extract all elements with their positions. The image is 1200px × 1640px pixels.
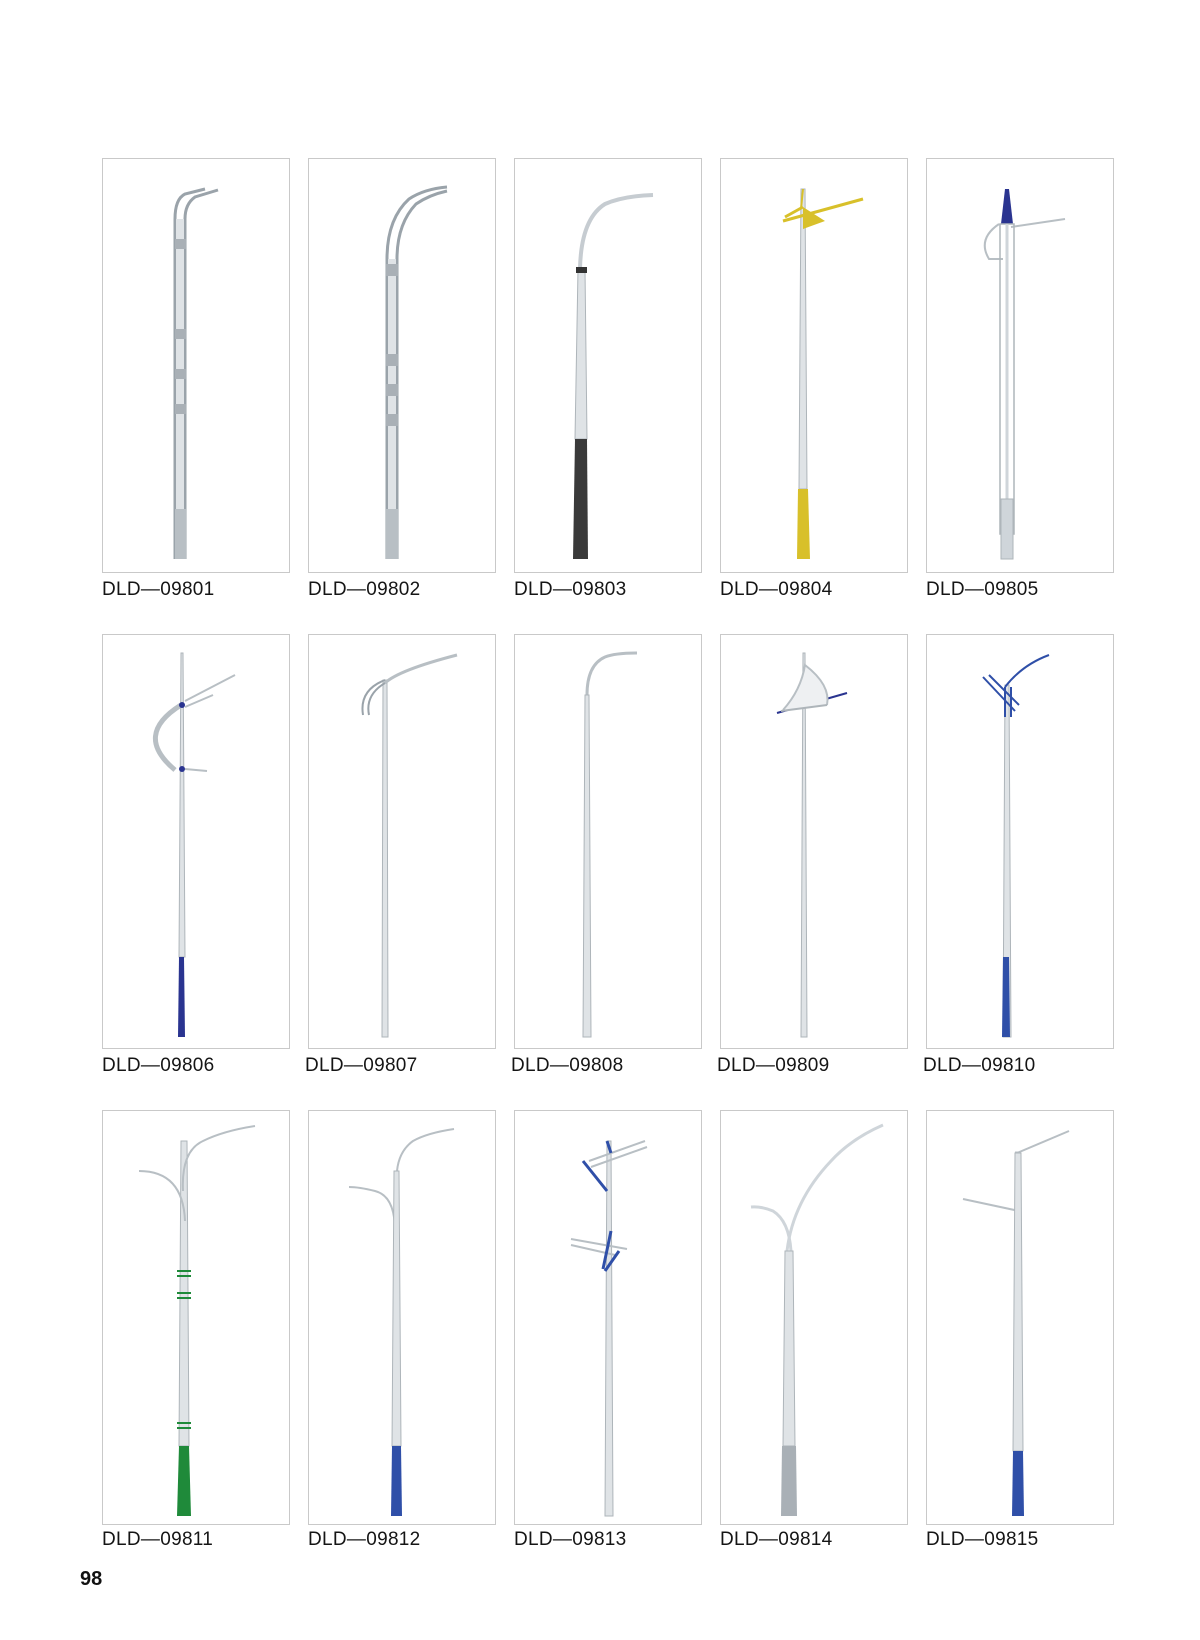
product-code: DLD—09815 (926, 1529, 1039, 1550)
product-code: DLD—09804 (720, 579, 833, 600)
product-card-09806 (102, 634, 290, 1049)
product-card-09813 (514, 1110, 702, 1525)
street-light-pole-illustration (927, 1111, 1115, 1526)
street-light-pole-illustration (721, 1111, 909, 1526)
street-light-pole-illustration (103, 159, 291, 574)
product-code: DLD—09806 (102, 1055, 215, 1076)
product-code: DLD—09807 (305, 1055, 418, 1076)
page-number: 98 (80, 1568, 103, 1590)
product-card-09803 (514, 158, 702, 573)
product-code: DLD—09813 (514, 1529, 627, 1550)
street-light-pole-illustration (103, 1111, 291, 1526)
product-card-09810 (926, 634, 1114, 1049)
product-card-09812 (308, 1110, 496, 1525)
street-light-pole-illustration (515, 635, 703, 1050)
street-light-pole-illustration (721, 159, 909, 574)
product-code: DLD—09814 (720, 1529, 833, 1550)
street-light-pole-illustration (927, 635, 1115, 1050)
street-light-pole-illustration (515, 1111, 703, 1526)
product-card-09808 (514, 634, 702, 1049)
product-code: DLD—09802 (308, 579, 421, 600)
product-card-09814 (720, 1110, 908, 1525)
street-light-pole-illustration (721, 635, 909, 1050)
product-code: DLD—09810 (923, 1055, 1036, 1076)
street-light-pole-illustration (309, 1111, 497, 1526)
product-code: DLD—09803 (514, 579, 627, 600)
street-light-pole-illustration (103, 635, 291, 1050)
product-card-09807 (308, 634, 496, 1049)
product-code: DLD—09809 (717, 1055, 830, 1076)
product-card-09815 (926, 1110, 1114, 1525)
street-light-pole-illustration (515, 159, 703, 574)
product-card-09805 (926, 158, 1114, 573)
street-light-pole-illustration (309, 159, 497, 574)
product-code: DLD—09801 (102, 579, 215, 600)
product-code: DLD—09808 (511, 1055, 624, 1076)
street-light-pole-illustration (927, 159, 1115, 574)
product-card-09801 (102, 158, 290, 573)
product-code: DLD—09812 (308, 1529, 421, 1550)
product-code: DLD—09811 (102, 1529, 214, 1550)
product-card-09809 (720, 634, 908, 1049)
product-card-09811 (102, 1110, 290, 1525)
product-card-09804 (720, 158, 908, 573)
product-code: DLD—09805 (926, 579, 1039, 600)
product-card-09802 (308, 158, 496, 573)
street-light-pole-illustration (309, 635, 497, 1050)
